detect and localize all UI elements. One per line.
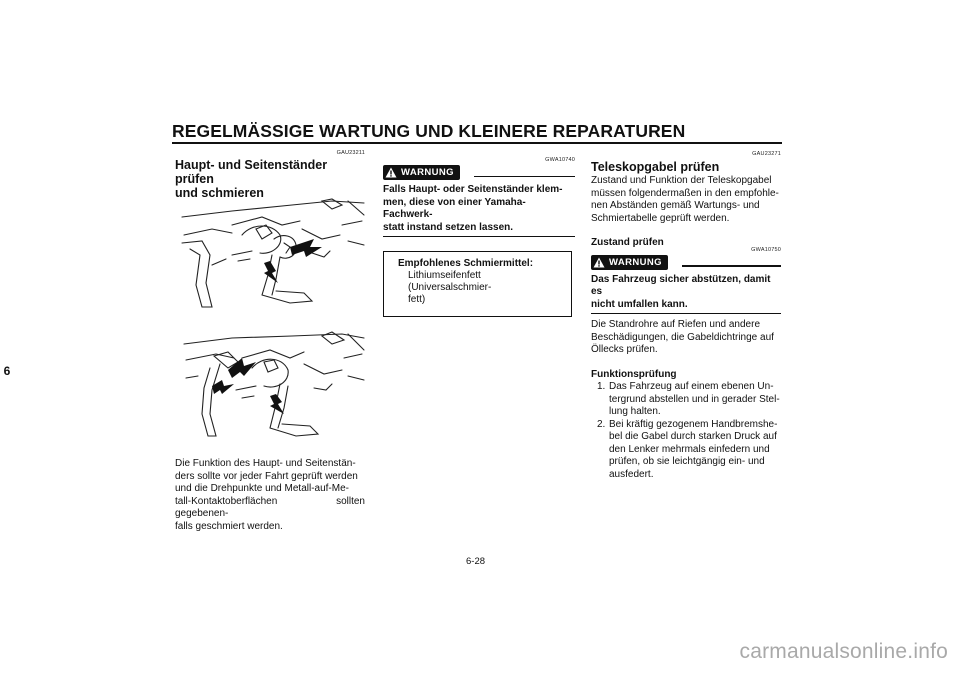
warning-header <box>591 255 781 270</box>
warning-text <box>383 184 575 237</box>
list-line: Bei kräftig gezogenem Handbremshe- <box>609 418 778 430</box>
column-fork <box>591 151 781 481</box>
intro-line: müssen folgendermaßen in den empfohle- <box>591 187 779 199</box>
list-line: den Lenker mehrmals einfedern und <box>609 443 770 455</box>
body-line: Die Funktion des Haupt- und Seitenstän- <box>175 458 356 469</box>
list-line: ausfedert. <box>609 468 654 480</box>
warning-label: WARNUNG <box>401 167 454 178</box>
body-line: und die Drehpunkte und Metall-auf-Me- <box>175 483 349 494</box>
centerstand-illustration <box>172 195 368 325</box>
condition-line: Öllecks prüfen. <box>591 344 658 355</box>
lubricant-value: fett) <box>408 294 426 305</box>
warning-triangle-icon <box>593 257 605 268</box>
condition-line: Beschädigungen, die Gabeldichtringe auf <box>591 331 774 343</box>
warning-label: WARNUNG <box>609 256 662 268</box>
section-title-line1: Haupt- und Seitenständer prüfen <box>175 158 328 186</box>
column-stands <box>175 150 365 200</box>
warning-line: Falls Haupt- oder Seitenständer klem- <box>383 184 563 195</box>
intro-line: Zustand und Funktion der Teleskopgabel <box>591 175 772 186</box>
warning-text <box>591 274 781 315</box>
section-code: GAU23211 <box>336 150 365 156</box>
function-label: Funktionsprüfung <box>591 368 677 380</box>
warning-triangle-icon <box>385 167 397 178</box>
list-line: prüfen, ob sie leichtgängig ein- und <box>609 456 765 467</box>
warning-line: nicht umfallen kann. <box>591 298 688 310</box>
section-code: GAU23271 <box>752 151 781 157</box>
warning-badge <box>383 165 460 180</box>
list-text <box>609 381 781 419</box>
body-line: falls geschmiert werden. <box>175 520 283 532</box>
column-warning <box>383 157 575 317</box>
warning-line: men, diese von einer Yamaha-Fachwerk- <box>383 196 526 220</box>
warning-badge <box>591 255 668 270</box>
condition-label: Zustand prüfen <box>591 237 664 248</box>
list-line: bel die Gabel durch starken Druck auf <box>609 431 777 442</box>
list-line: tergrund abstellen und in gerader Stel- <box>609 393 780 405</box>
stands-body <box>175 458 365 533</box>
header-rule <box>172 142 782 144</box>
body-line: ders sollte vor jeder Fahrt geprüft werden <box>175 470 358 482</box>
lubricant-box <box>383 251 572 317</box>
list-number: 2. <box>597 418 606 430</box>
chapter-number: 6 <box>3 364 11 378</box>
warning-rule <box>474 176 575 177</box>
section-title: Teleskopgabel prüfen <box>591 160 720 174</box>
warning-line: Das Fahrzeug sicher abstützen, damit es <box>591 273 771 297</box>
list-item <box>591 419 781 482</box>
intro-line: nen Abständen gemäß Wartungs- und <box>591 200 760 211</box>
lubricant-value: Lithiumseifenfett (Universalschmier- <box>408 270 492 293</box>
list-line: lung halten. <box>609 406 661 417</box>
condition-line: Die Standrohre auf Riefen und andere <box>591 319 761 330</box>
list-number: 1. <box>597 381 606 392</box>
lubricant-title: Empfohlenes Schmiermittel: <box>398 258 534 269</box>
intro-line: Schmiertabelle geprüft werden. <box>591 212 730 224</box>
warning-header <box>383 165 575 180</box>
list-text <box>609 419 781 482</box>
watermark: carmanualsonline.info <box>739 640 948 663</box>
warning-code: GWA10750 <box>751 246 781 253</box>
warning-rule <box>682 265 781 266</box>
warning-line: statt instand setzen lassen. <box>383 221 514 233</box>
section-title-line2: und schmieren <box>175 186 264 200</box>
warning-code: GWA10740 <box>545 157 575 163</box>
list-line: Das Fahrzeug auf einem ebenen Un- <box>609 381 774 392</box>
body-line: tall-Kontaktoberflächen sollten gegebenen- <box>175 495 365 519</box>
list-item <box>591 381 781 419</box>
sidestand-illustration <box>172 328 368 448</box>
page-number: 6-28 <box>466 556 486 567</box>
page-header-title: REGELMÄSSIGE WARTUNG UND KLEINERE REPARATUREN <box>172 121 686 141</box>
